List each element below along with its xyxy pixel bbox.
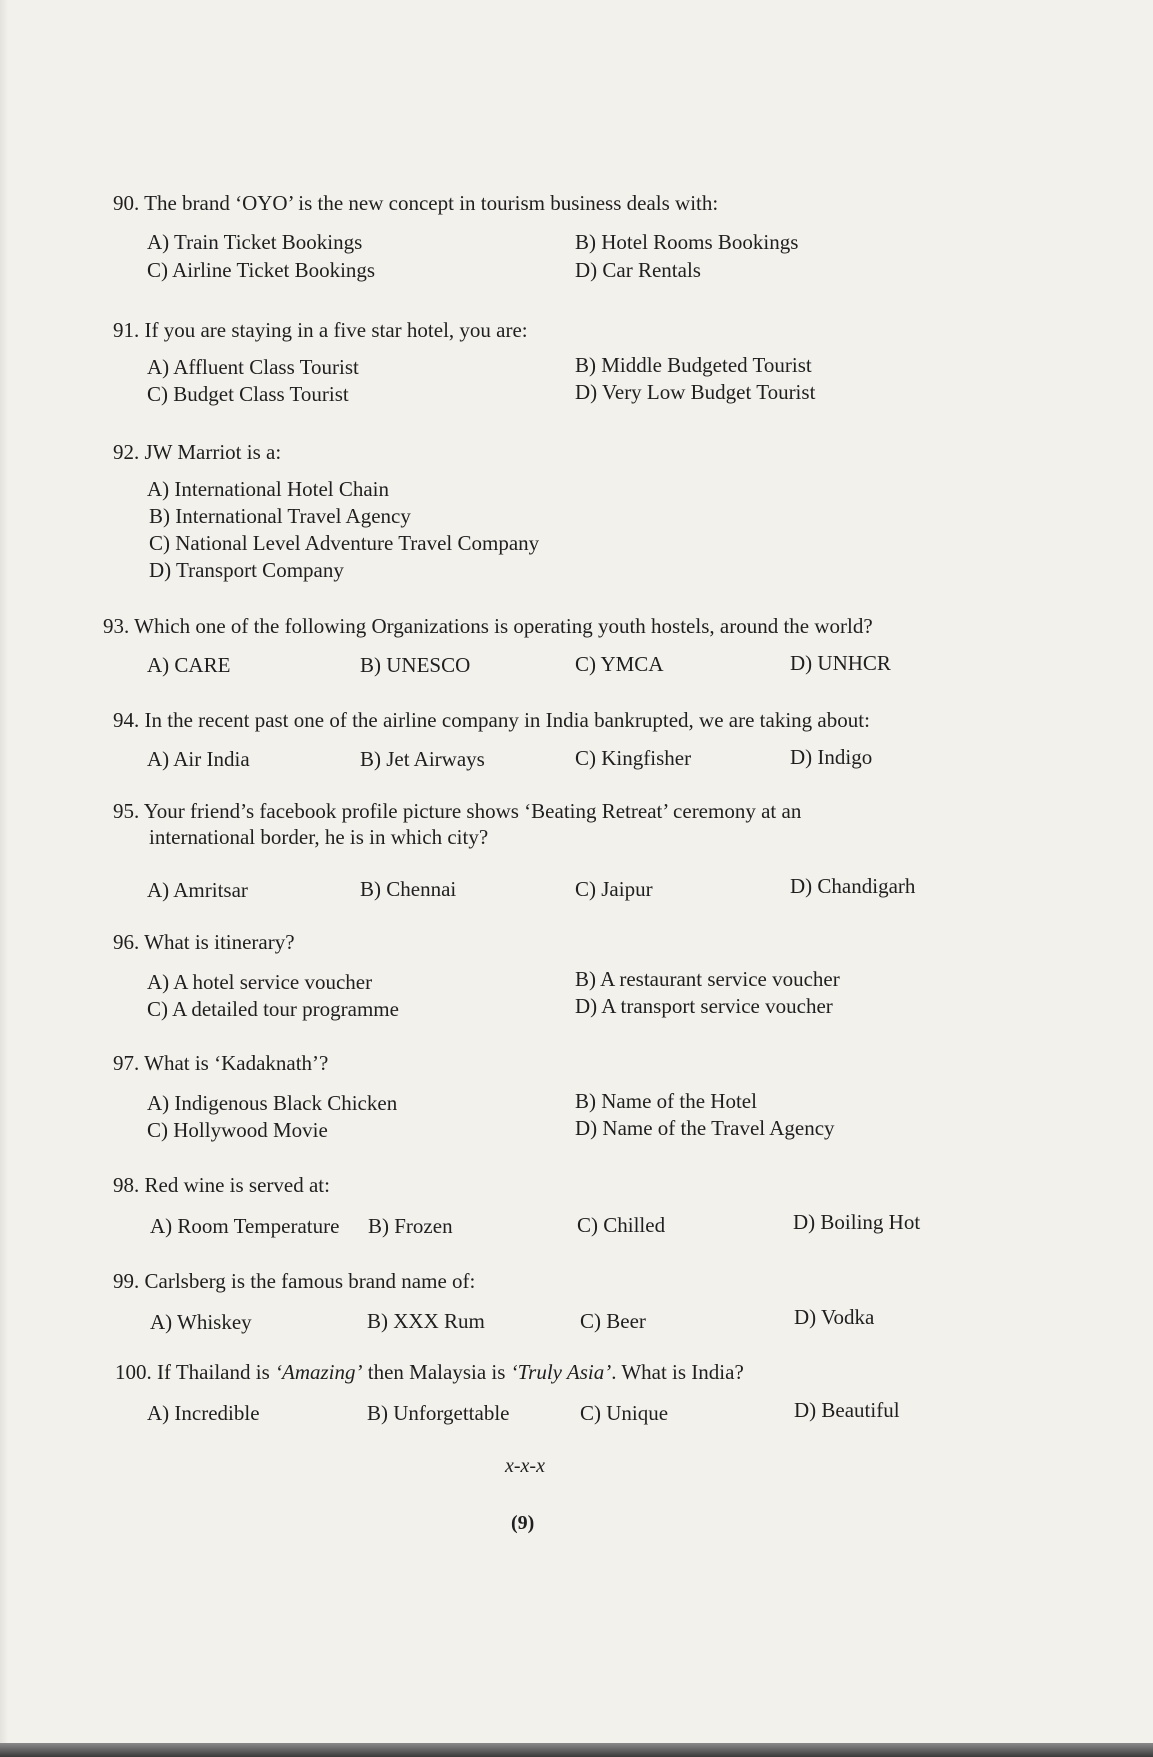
q90-option-c: C) Airline Ticket Bookings	[147, 258, 376, 282]
q98-option-d: D) Boiling Hot	[793, 1210, 921, 1234]
question-99: 99. Carlsberg is the famous brand name of:	[113, 1269, 476, 1293]
q97-option-b: B) Name of the Hotel	[575, 1089, 757, 1113]
question-96: 96. What is itinerary?	[113, 930, 295, 954]
page-number: (9)	[511, 1512, 535, 1534]
question-97: 97. What is ‘Kadaknath’?	[113, 1051, 329, 1075]
q93-option-a: A) CARE	[147, 653, 231, 677]
q93-option-c: C) YMCA	[575, 652, 664, 676]
q91-option-b: B) Middle Budgeted Tourist	[575, 353, 812, 377]
q99-option-b: B) XXX Rum	[367, 1309, 485, 1333]
q94-option-b: B) Jet Airways	[360, 747, 485, 771]
q97-option-c: C) Hollywood Movie	[147, 1118, 328, 1142]
q90-option-b: B) Hotel Rooms Bookings	[575, 230, 799, 254]
question-95	[113, 798, 953, 825]
q96-option-b: B) A restaurant service voucher	[575, 967, 840, 991]
question-100-emphasis-truly-asia: ‘Truly Asia’	[510, 1360, 612, 1384]
q96-option-d: D) A transport service voucher	[575, 994, 833, 1018]
q95-option-a: A) Amritsar	[147, 878, 248, 902]
q99-option-a: A) Whiskey	[150, 1310, 252, 1334]
scan-edge-shadow	[0, 0, 8, 1757]
q98-option-a: A) Room Temperature	[150, 1214, 340, 1238]
question-92: 92. JW Marriot is a:	[113, 440, 282, 464]
q95-option-c: C) Jaipur	[575, 877, 653, 901]
q94-option-a: A) Air India	[147, 747, 250, 771]
q98-option-c: C) Chilled	[577, 1213, 666, 1237]
question-100-prefix: 100. If Thailand is	[115, 1360, 276, 1384]
question-100	[115, 1359, 744, 1386]
end-of-questions-mark: x-x-x	[505, 1455, 545, 1477]
q100-option-b: B) Unforgettable	[367, 1401, 510, 1425]
q91-option-d: D) Very Low Budget Tourist	[575, 380, 816, 404]
q94-option-d: D) Indigo	[790, 745, 873, 769]
q90-option-a: A) Train Ticket Bookings	[147, 230, 363, 254]
question-93: 93. Which one of the following Organizations is operating youth hostels, around the world?	[103, 614, 873, 638]
q93-option-b: B) UNESCO	[360, 653, 471, 677]
question-100-emphasis-amazing: ‘Amazing’	[275, 1360, 363, 1384]
q92-option-d: D) Transport Company	[149, 558, 344, 582]
q98-option-b: B) Frozen	[368, 1214, 453, 1238]
question-90: 90. The brand ‘OYO’ is the new concept in tourism business deals with:	[113, 191, 719, 215]
question-100-suffix: . What is India?	[611, 1360, 744, 1384]
q95-option-d: D) Chandigarh	[790, 874, 916, 898]
q99-option-d: D) Vodka	[794, 1305, 875, 1329]
q100-option-d: D) Beautiful	[794, 1398, 900, 1422]
q99-option-c: C) Beer	[580, 1309, 646, 1333]
question-94: 94. In the recent past one of the airline company in India bankrupted, we are taking about:	[113, 708, 870, 732]
q96-option-a: A) A hotel service voucher	[147, 970, 373, 994]
q94-option-c: C) Kingfisher	[575, 746, 692, 770]
q91-option-a: A) Affluent Class Tourist	[147, 355, 359, 379]
q97-option-a: A) Indigenous Black Chicken	[147, 1091, 398, 1115]
q92-option-b: B) International Travel Agency	[149, 504, 411, 528]
q95-option-b: B) Chennai	[360, 877, 457, 901]
q92-option-c: C) National Level Adventure Travel Company	[149, 531, 540, 555]
q96-option-c: C) A detailed tour programme	[147, 997, 399, 1021]
q93-option-d: D) UNHCR	[790, 651, 891, 675]
q100-option-c: C) Unique	[580, 1401, 669, 1425]
question-98: 98. Red wine is served at:	[113, 1173, 330, 1197]
q100-option-a: A) Incredible	[147, 1401, 260, 1425]
question-100-middle: then Malaysia is	[362, 1360, 511, 1384]
q97-option-d: D) Name of the Travel Agency	[575, 1116, 835, 1140]
question-95-continued: international border, he is in which city?	[149, 825, 489, 849]
q90-option-d: D) Car Rentals	[575, 258, 701, 282]
q92-option-a: A) International Hotel Chain	[147, 477, 390, 501]
scan-bottom-edge	[0, 1743, 1153, 1757]
q91-option-c: C) Budget Class Tourist	[147, 382, 349, 406]
question-95-line-1: 95. Your friend’s facebook profile picture shows ‘Beating Retreat’ ceremony at an	[113, 799, 802, 823]
question-91: 91. If you are staying in a five star hotel, you are:	[113, 318, 528, 342]
